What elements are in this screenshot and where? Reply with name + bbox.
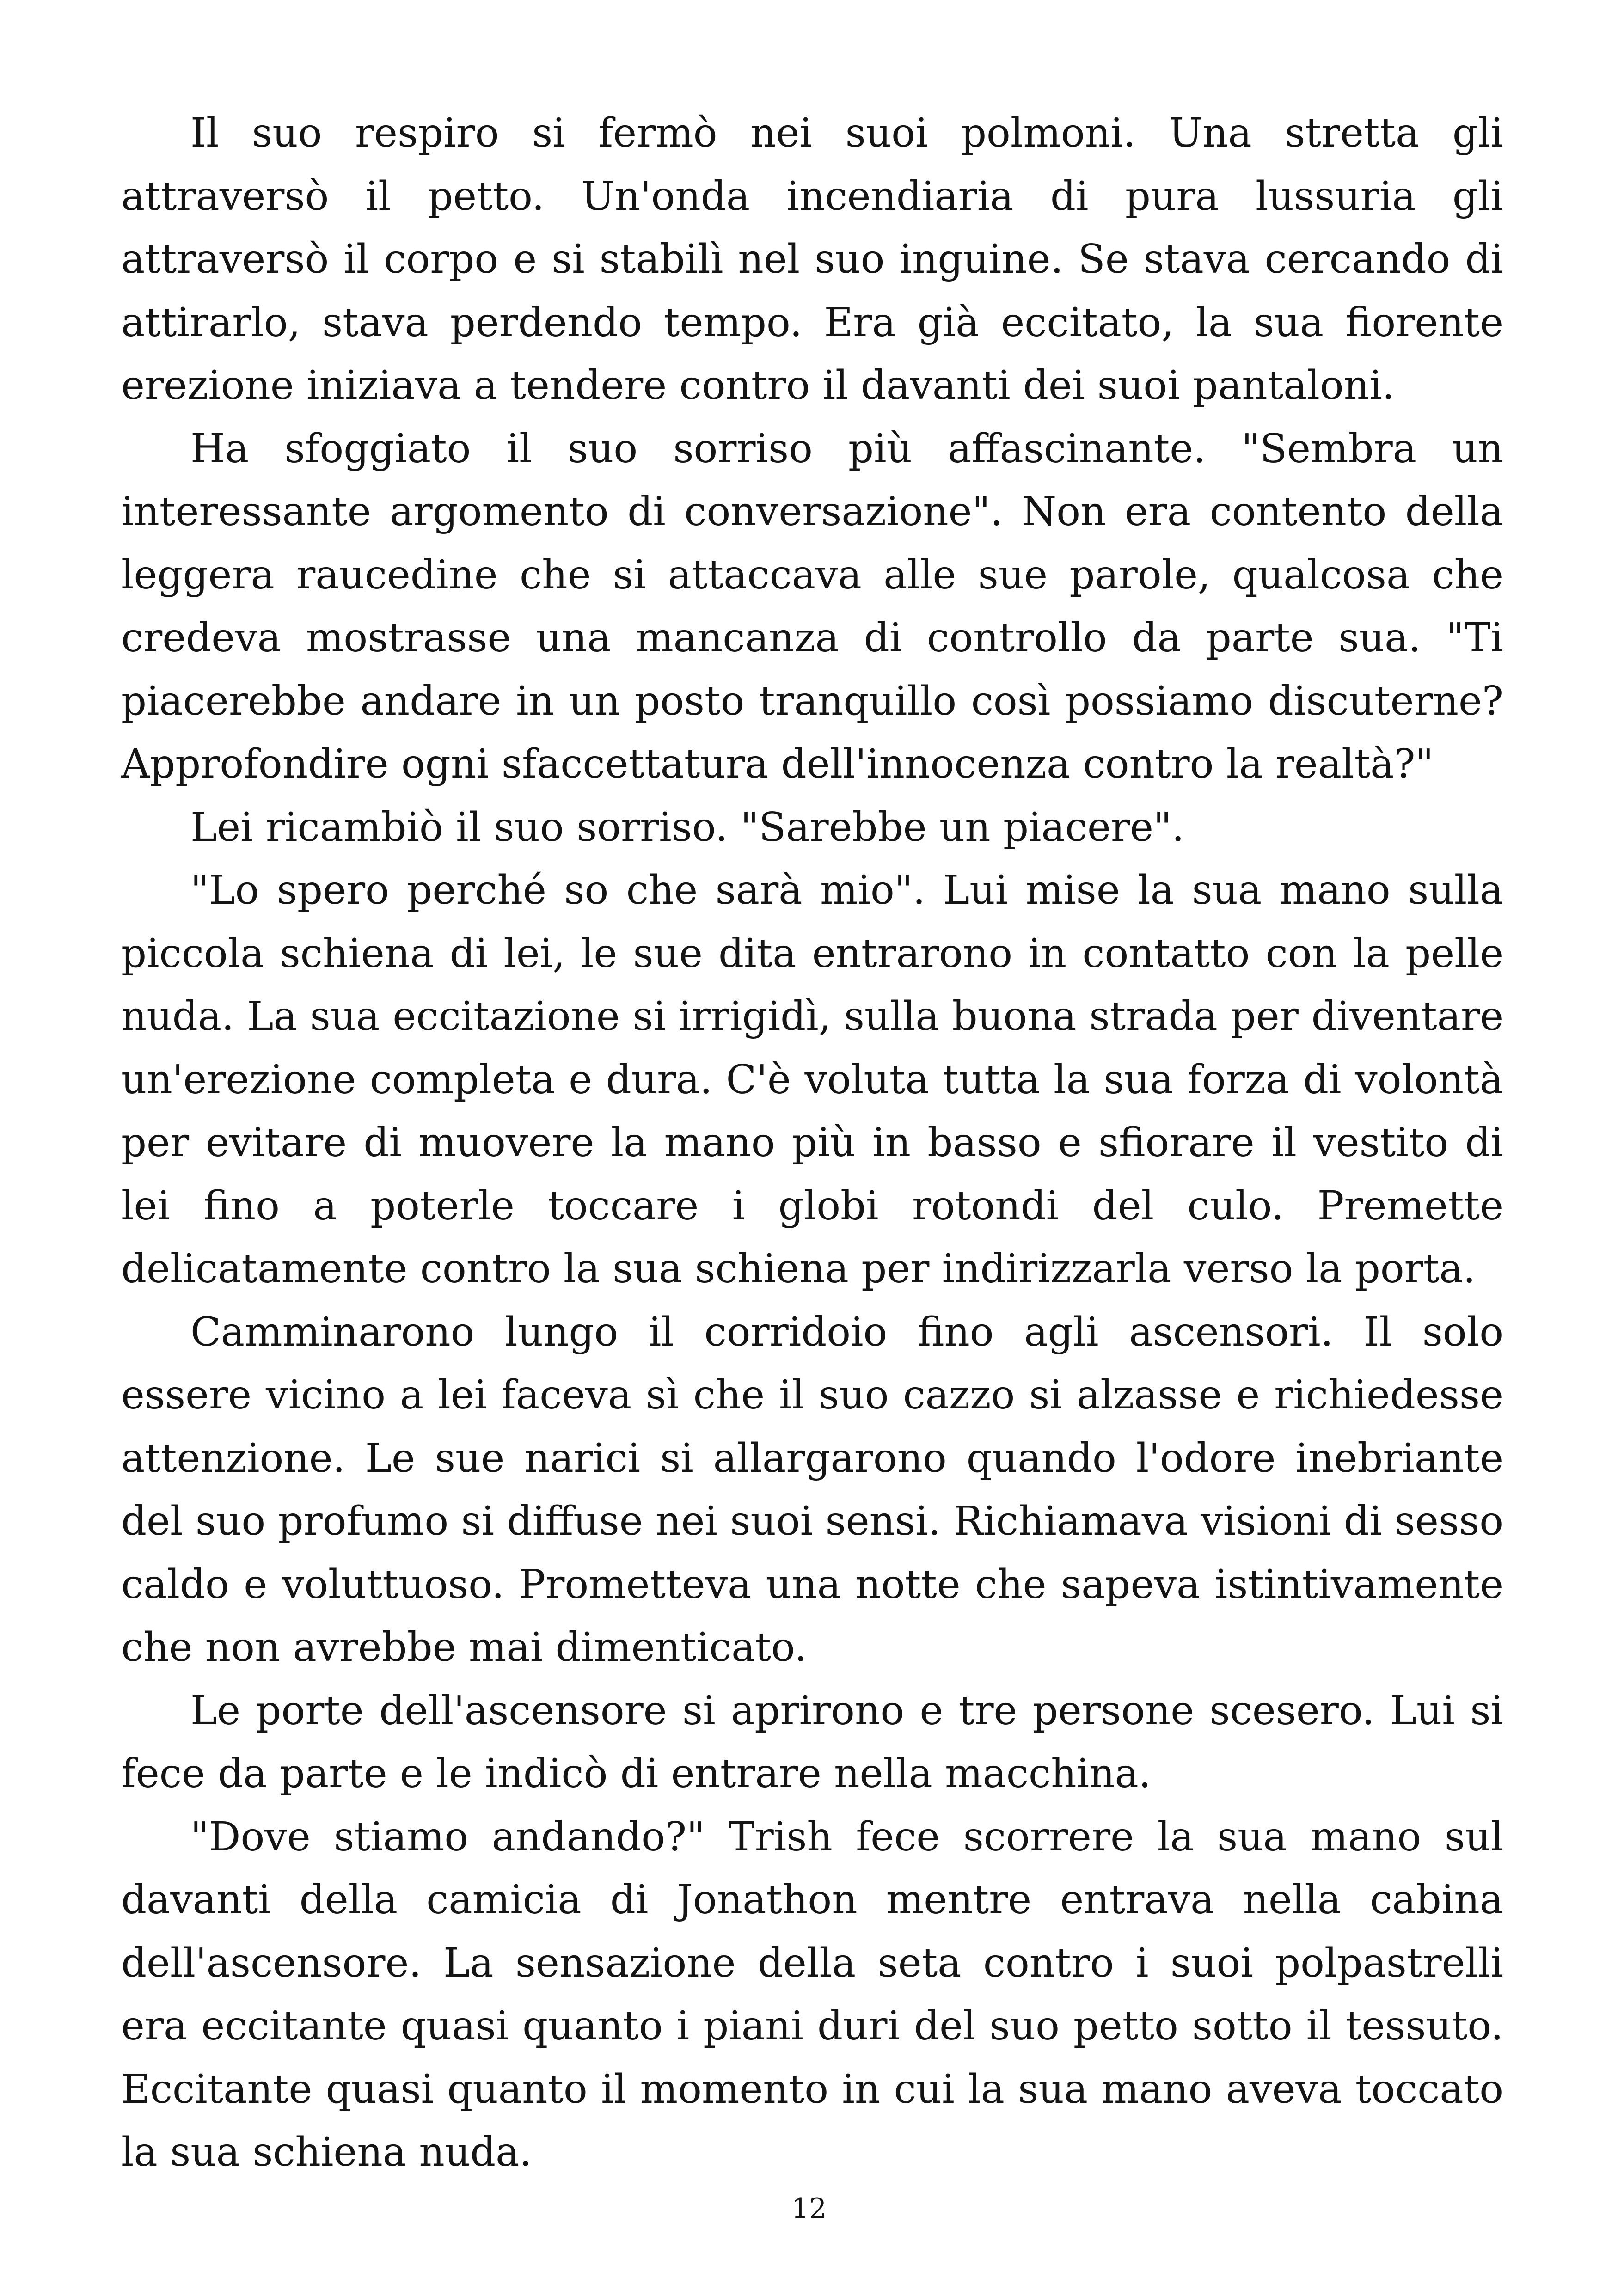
paragraph-6: Le porte dell'ascensore si aprirono e tre persone scesero. Lui si fece da parte e le indicò di entrare nella macchina. — [121, 1687, 1503, 1797]
paragraph-7: "Dove stiamo andando?" Trish fece scorrere la sua mano sul davanti della camicia di Jonathon mentre entrava nella cabina dell'ascensore. La sensazione della seta contro i suoi polpastrelli era eccitante quasi quanto i piani duri del suo petto sotto il tessuto. Eccitante quasi quanto il momento in cui la sua mano aveva toccato la sua schiena nuda. — [121, 1813, 1503, 2175]
paragraph-2: Ha sfoggiato il suo sorriso più affascinante. "Sembra un interessante argomento di conversazione". Non era contento della leggera raucedine che si attaccava alle sue parole, qualcosa che credeva mostrasse una mancanza di controllo da parte sua. "Ti piacerebbe andare in un posto tranquillo così possiamo discuterne? Approfondire ogni sfaccettatura dell'innocenza contro la realtà?" — [121, 425, 1503, 787]
page-number: 12 — [791, 2192, 827, 2225]
page-body — [121, 102, 1503, 2205]
paragraph-1: Il suo respiro si fermò nei suoi polmoni. Una stretta gli attraversò il petto. Un'onda incendiaria di pura lussuria gli attraversò il corpo e si stabilì nel suo inguine. Se stava cercando di attirarlo, stava perdendo tempo. Era già eccitato, la sua fiorente erezione iniziava a tendere contro il davanti dei suoi pantaloni. — [121, 110, 1503, 409]
paragraph-4: "Lo spero perché so che sarà mio". Lui mise la sua mano sulla piccola schiena di lei, le sue dita entrarono in contatto con la pelle nuda. La sua eccitazione si irrigidì, sulla buona strada per diventare un'erezione completa e dura. C'è voluta tutta la sua forza di volontà per evitare di muovere la mano più in basso e sfiorare il vestito di lei fino a poterle toccare i globi rotondi del culo. Premette delicatamente contro la sua schiena per indirizzarla verso la porta. — [121, 867, 1503, 1292]
paragraph-3: Lei ricambiò il suo sorriso. "Sarebbe un piacere". — [190, 804, 1184, 851]
paragraph-5: Camminarono lungo il corridoio fino agli ascensori. Il solo essere vicino a lei faceva sì che il suo cazzo si alzasse e richiedesse attenzione. Le sue narici si allargarono quando l'odore inebriante del suo profumo si diffuse nei suoi sensi. Richiamava visioni di sesso caldo e voluttuoso. Prometteva una notte che sapeva istintivamente che non avrebbe mai dimenticato. — [121, 1309, 1503, 1671]
